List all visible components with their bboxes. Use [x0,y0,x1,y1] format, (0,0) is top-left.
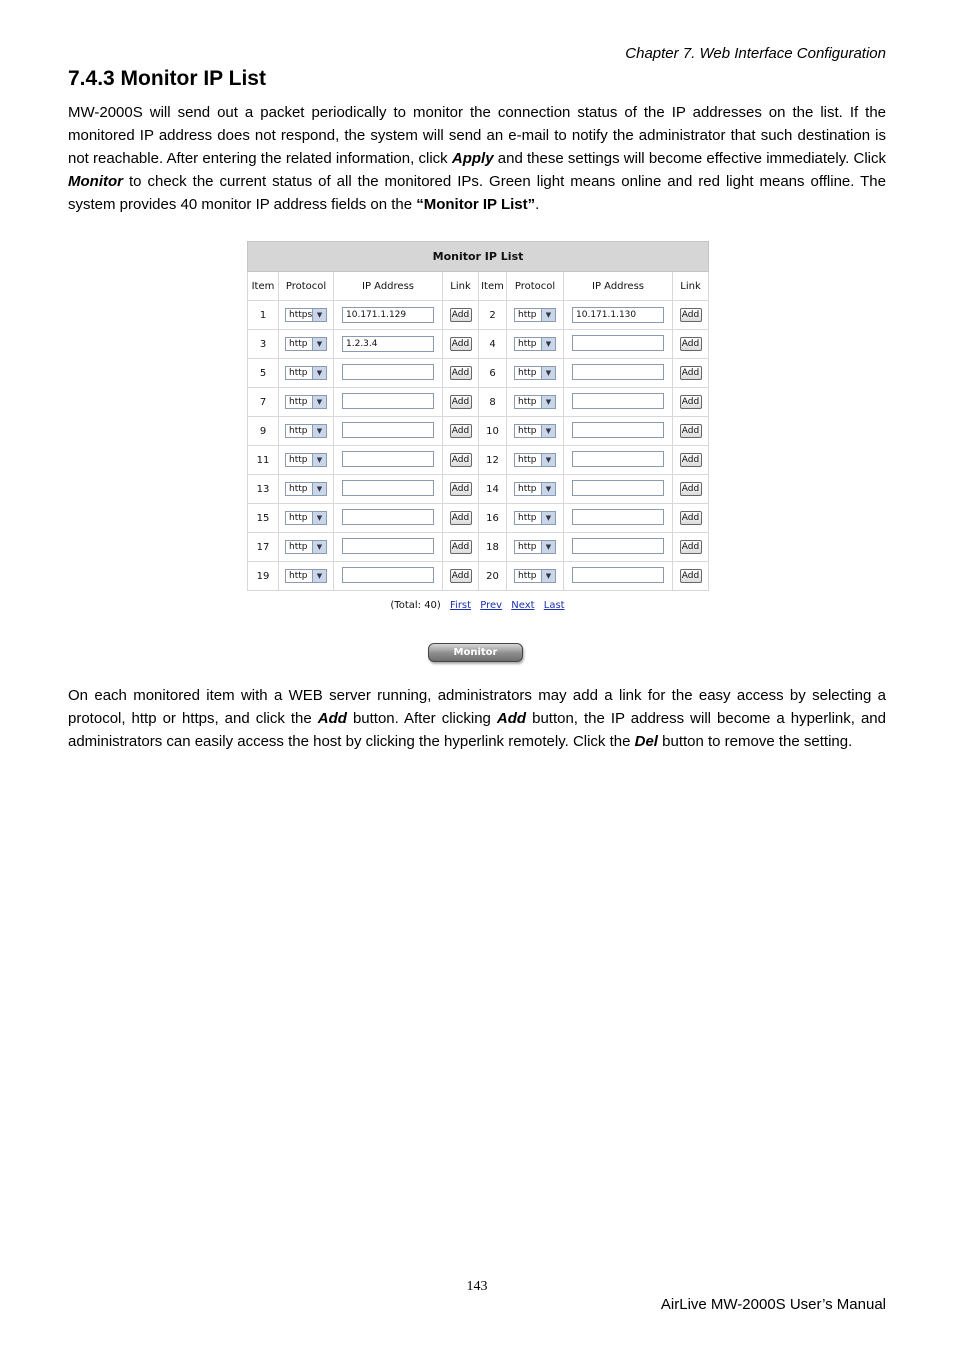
link-cell [443,446,479,475]
table-row [248,359,709,388]
protocol-value: http [518,571,537,581]
protocol-select[interactable] [514,482,556,496]
table-row [248,388,709,417]
add-link-button[interactable]: Add [450,453,472,467]
link-cell [673,562,709,591]
monitor-ip-table [247,241,709,591]
protocol-cell [507,446,564,475]
link-cell [443,388,479,417]
item-number: 11 [248,446,279,475]
ip-address-input[interactable] [572,509,664,525]
chevron-down-icon: ▼ [312,512,326,524]
protocol-value: http [518,310,537,320]
protocol-select[interactable] [285,453,327,467]
ip-address-cell [564,417,673,446]
ip-address-input[interactable]: 10.171.1.129 [342,307,434,323]
protocol-value: http [289,571,308,581]
protocol-cell [279,359,334,388]
intro-paragraph [68,101,886,216]
ip-address-cell [564,446,673,475]
link-text-2: button. After clicking [346,710,497,727]
manual-footer: AirLive MW-2000S User’s Manual [660,1296,886,1313]
col-header-protocol: Protocol [507,272,564,301]
intro-text-2: and these settings will become effective immediately. Click [493,150,886,167]
add-link-button[interactable]: Add [450,482,472,496]
protocol-select[interactable] [514,337,556,351]
protocol-value: http [518,426,537,436]
chevron-down-icon: ▼ [312,396,326,408]
link-cell [673,388,709,417]
protocol-value: http [518,368,537,378]
protocol-value: https [289,310,313,320]
next-page-link[interactable]: Next [511,600,535,611]
item-number: 14 [479,475,507,504]
link-cell [443,504,479,533]
protocol-value: http [289,455,308,465]
table-row [248,330,709,359]
add-link-button[interactable]: Add [680,482,702,496]
protocol-select[interactable] [285,569,327,583]
intro-text-3: to check the current status of all the monitored IPs. Green light means online and red light means offline. The system provides 40 monitor IP address fields on the [68,173,886,213]
chevron-down-icon: ▼ [312,425,326,437]
link-cell [443,475,479,504]
ip-address-cell [564,301,673,330]
ip-address-cell [334,388,443,417]
protocol-value: http [289,368,308,378]
ip-address-input[interactable] [342,364,434,380]
protocol-select[interactable] [514,395,556,409]
chevron-down-icon: ▼ [312,367,326,379]
col-header-link: Link [443,272,479,301]
table-row [248,475,709,504]
link-cell [673,475,709,504]
protocol-select[interactable] [285,366,327,380]
table-row [248,533,709,562]
item-number: 2 [479,301,507,330]
protocol-value: http [518,455,537,465]
add-link-button[interactable]: Add [450,337,472,351]
link-cell [443,533,479,562]
total-count: (Total: 40) [390,600,441,611]
chevron-down-icon: ▼ [541,367,555,379]
protocol-select[interactable] [285,511,327,525]
chevron-down-icon: ▼ [541,483,555,495]
item-number: 3 [248,330,279,359]
protocol-cell [279,301,334,330]
monitor-term: Monitor [68,173,123,190]
link-cell [443,301,479,330]
ip-address-cell [334,301,443,330]
link-cell [443,417,479,446]
chevron-down-icon: ▼ [312,483,326,495]
protocol-select[interactable] [514,540,556,554]
chevron-down-icon: ▼ [541,454,555,466]
add-link-button[interactable]: Add [680,366,702,380]
protocol-value: http [518,542,537,552]
ip-address-input[interactable] [572,422,664,438]
ip-address-cell [334,417,443,446]
protocol-select[interactable] [285,540,327,554]
ip-address-cell [564,533,673,562]
add-link-button[interactable]: Add [450,395,472,409]
ip-address-cell [334,446,443,475]
protocol-value: http [518,484,537,494]
link-paragraph [68,684,886,753]
link-cell [673,504,709,533]
del-term: Del [634,733,658,750]
item-number: 16 [479,504,507,533]
col-header-ip-address: IP Address [564,272,673,301]
chevron-down-icon: ▼ [312,454,326,466]
item-number: 15 [248,504,279,533]
link-cell [673,446,709,475]
ip-address-input[interactable] [342,509,434,525]
last-page-link[interactable]: Last [543,600,565,611]
ip-address-cell [334,562,443,591]
table-row [248,301,709,330]
col-header-item: Item [479,272,507,301]
protocol-cell [507,417,564,446]
ip-address-cell [334,504,443,533]
protocol-cell [279,446,334,475]
col-header-protocol: Protocol [279,272,334,301]
link-text-1: On each monitored item with a WEB server running, administrators may add a link for the easy access by selecting a protocol, http or https, and click the [68,687,886,727]
table-row [248,562,709,591]
item-number: 8 [479,388,507,417]
chapter-header: Chapter 7. Web Interface Configuration [625,45,886,62]
col-header-ip-address: IP Address [334,272,443,301]
protocol-cell [279,330,334,359]
protocol-select[interactable] [285,308,327,322]
add-link-button[interactable]: Add [450,366,472,380]
chevron-down-icon: ▼ [312,541,326,553]
protocol-cell [507,301,564,330]
ip-address-input[interactable] [342,422,434,438]
add-link-button[interactable]: Add [680,540,702,554]
prev-page-link[interactable]: Prev [480,600,503,611]
table-row [248,446,709,475]
protocol-value: http [289,339,308,349]
ip-address-cell [334,475,443,504]
item-number: 18 [479,533,507,562]
ip-address-input[interactable]: 1.2.3.4 [342,336,434,352]
ip-address-input[interactable] [342,538,434,554]
ip-address-input[interactable] [572,451,664,467]
link-cell [673,359,709,388]
link-cell [673,330,709,359]
protocol-cell [279,388,334,417]
add-term: Add [317,710,347,727]
item-number: 13 [248,475,279,504]
link-cell [673,417,709,446]
protocol-cell [279,562,334,591]
ip-address-cell [564,359,673,388]
protocol-cell [507,359,564,388]
add-link-button[interactable]: Add [680,424,702,438]
section-title: 7.4.3 Monitor IP List [68,67,266,90]
ip-address-input[interactable] [342,480,434,496]
ip-address-input[interactable] [342,451,434,467]
chevron-down-icon: ▼ [541,512,555,524]
add-link-button[interactable]: Add [450,511,472,525]
item-number: 12 [479,446,507,475]
pagination [247,600,708,611]
item-number: 10 [479,417,507,446]
table-row [248,417,709,446]
chevron-down-icon: ▼ [312,309,326,321]
table-row [248,504,709,533]
item-number: 7 [248,388,279,417]
protocol-select[interactable] [514,366,556,380]
protocol-select[interactable] [285,482,327,496]
chevron-down-icon: ▼ [312,338,326,350]
protocol-value: http [289,426,308,436]
chevron-down-icon: ▼ [541,309,555,321]
item-number: 6 [479,359,507,388]
add-link-button[interactable]: Add [450,540,472,554]
ip-address-cell [334,359,443,388]
add-link-button[interactable]: Add [450,569,472,583]
protocol-select[interactable] [514,424,556,438]
protocol-cell [279,475,334,504]
chevron-down-icon: ▼ [541,338,555,350]
protocol-cell [507,562,564,591]
protocol-select[interactable] [514,511,556,525]
ip-address-input[interactable] [572,335,664,351]
ip-address-cell [334,533,443,562]
link-text-4: button to remove the setting. [657,733,853,750]
ip-address-input[interactable] [572,364,664,380]
add-term: Add [496,710,527,727]
protocol-value: http [289,513,308,523]
add-link-button[interactable]: Add [680,569,702,583]
protocol-cell [507,330,564,359]
col-header-item: Item [248,272,279,301]
protocol-cell [507,388,564,417]
monitor-ip-list-screenshot [247,241,708,591]
intro-text-4: . [535,196,540,213]
chevron-down-icon: ▼ [541,396,555,408]
page-number: 143 [466,1279,488,1294]
ip-address-input[interactable] [342,567,434,583]
item-number: 1 [248,301,279,330]
protocol-select[interactable] [514,308,556,322]
protocol-cell [279,533,334,562]
protocol-cell [507,533,564,562]
chevron-down-icon: ▼ [541,541,555,553]
item-number: 4 [479,330,507,359]
ip-address-cell [564,330,673,359]
protocol-select[interactable] [285,424,327,438]
ip-address-input[interactable]: 10.171.1.130 [572,307,664,323]
monitor-button[interactable]: Monitor [428,643,523,662]
table-title: Monitor IP List [248,242,709,272]
add-link-button[interactable]: Add [680,395,702,409]
ip-address-input[interactable] [572,567,664,583]
header-row [248,272,709,301]
chevron-down-icon: ▼ [541,570,555,582]
ip-address-input[interactable] [572,393,664,409]
protocol-value: http [518,339,537,349]
link-cell [443,330,479,359]
link-cell [673,301,709,330]
add-link-button[interactable]: Add [450,424,472,438]
ip-address-cell [334,330,443,359]
item-number: 5 [248,359,279,388]
protocol-value: http [289,542,308,552]
ip-address-cell [564,562,673,591]
link-text-3: button, the IP address will become a hyperlink, and administrators can easily access the host by clicking the hyperlink remotely. Click the [68,710,886,750]
protocol-cell [279,417,334,446]
col-header-link: Link [673,272,709,301]
intro-text-1: MW-2000S will send out a packet periodically to monitor the connection status of the IP addresses on the list. If the monitored IP address does not respond, the system will send an e-mail to notify the administrator that such destination is not reachable. After entering the related information, click [68,104,886,167]
protocol-select[interactable] [514,569,556,583]
protocol-cell [507,504,564,533]
protocol-value: http [289,484,308,494]
add-link-button[interactable]: Add [680,511,702,525]
ip-address-cell [564,475,673,504]
item-number: 17 [248,533,279,562]
protocol-value: http [518,397,537,407]
protocol-select[interactable] [514,453,556,467]
add-link-button[interactable]: Add [680,308,702,322]
add-link-button[interactable]: Add [680,453,702,467]
ip-address-input[interactable] [342,393,434,409]
link-cell [443,359,479,388]
add-link-button[interactable]: Add [450,308,472,322]
ip-address-cell [564,388,673,417]
link-cell [443,562,479,591]
protocol-cell [279,504,334,533]
item-number: 9 [248,417,279,446]
ip-address-input[interactable] [572,480,664,496]
add-link-button[interactable]: Add [680,337,702,351]
link-cell [673,533,709,562]
first-page-link[interactable]: First [450,600,472,611]
protocol-select[interactable] [285,337,327,351]
protocol-cell [507,475,564,504]
protocol-select[interactable] [285,395,327,409]
list-name-term: “Monitor IP List” [416,196,536,213]
ip-address-input[interactable] [572,538,664,554]
apply-term: Apply [451,150,494,167]
protocol-value: http [289,397,308,407]
protocol-value: http [518,513,537,523]
item-number: 19 [248,562,279,591]
chevron-down-icon: ▼ [312,570,326,582]
ip-address-cell [564,504,673,533]
chevron-down-icon: ▼ [541,425,555,437]
item-number: 20 [479,562,507,591]
